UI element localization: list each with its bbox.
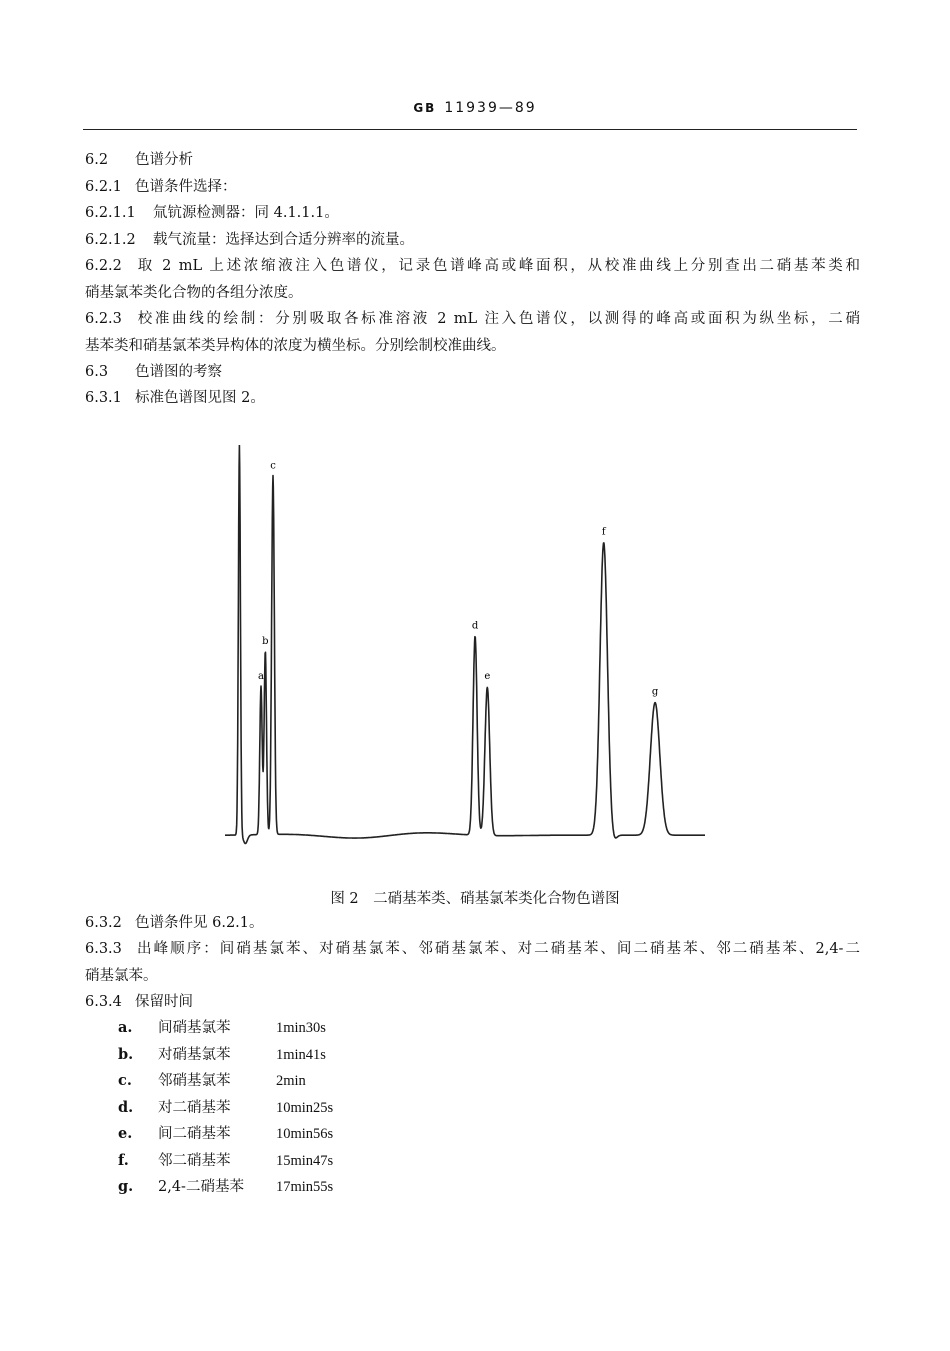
chromatogram-trace: [225, 445, 705, 843]
peak-label-e: e: [484, 671, 491, 682]
section-line: 6.3.1 标准色谱图见图 2。: [85, 390, 265, 406]
section-heading: 6.3 色谱图的考察: [85, 364, 222, 380]
retention-row: f. 邻二硝基苯 15min47s: [118, 1152, 334, 1169]
section-line: 6.2.1.1 氚钪源检测器：同 4.1.1.1。: [85, 205, 339, 221]
retention-row: c. 邻硝基氯苯 2min: [118, 1072, 306, 1089]
paragraph-line: 6.3.3 出峰顺序：间硝基氯苯、对硝基氯苯、邻硝基氯苯、对二硝基苯、间二硝基苯、邻二硝基苯、2,4-二: [85, 941, 860, 957]
standard-prefix: GB: [413, 101, 437, 115]
page-header: [0, 100, 950, 116]
paragraph-line: 6.2.3 校准曲线的绘制：分别吸取各标准溶液 2 mL 注入色谱仪，以测得的峰高或面积为纵坐标，二硝: [85, 311, 860, 327]
retention-row: e. 间二硝基苯 10min56s: [118, 1125, 334, 1142]
standard-code: 11939—89: [444, 100, 537, 116]
paragraph-line: 6.2.2 取 2 mL 上述浓缩液注入色谱仪，记录色谱峰高或峰面积，从校准曲线上分别查出二硝基苯类和: [85, 258, 860, 274]
retention-row: b. 对硝基氯苯 1min41s: [118, 1046, 326, 1063]
peak-label-c: c: [270, 460, 276, 472]
retention-row: d. 对二硝基苯 10min25s: [118, 1099, 334, 1116]
chromatogram-chart: [220, 445, 720, 855]
section-heading: 6.3.4 保留时间: [85, 994, 193, 1010]
paragraph-line: 硝基氯苯类化合物的各组分浓度。: [85, 285, 303, 301]
peak-label-g: g: [651, 686, 659, 698]
section-heading: 6.2 色谱分析: [85, 152, 193, 168]
section-line: 6.2.1 色谱条件选择：: [85, 179, 237, 195]
peak-label-a: a: [258, 671, 264, 682]
peak-label-b: b: [262, 635, 269, 647]
paragraph-line: 硝基氯苯。: [85, 968, 158, 984]
retention-row: a. 间硝基氯苯 1min30s: [118, 1019, 326, 1036]
peak-label-d: d: [471, 620, 479, 632]
paragraph-line: 基苯类和硝基氯苯类异构体的浓度为横坐标。分别绘制校准曲线。: [85, 338, 506, 354]
section-line: 6.3.2 色谱条件见 6.2.1。: [85, 915, 264, 931]
figure-caption: 图 2 二硝基苯类、硝基氯苯类化合物色谱图: [330, 891, 620, 907]
header-rule: [83, 129, 857, 130]
peak-label-f: f: [601, 526, 606, 538]
section-line: 6.2.1.2 载气流量：选择达到合适分辨率的流量。: [85, 232, 414, 248]
retention-row: g. 2,4-二硝基苯 17min55s: [118, 1178, 334, 1195]
